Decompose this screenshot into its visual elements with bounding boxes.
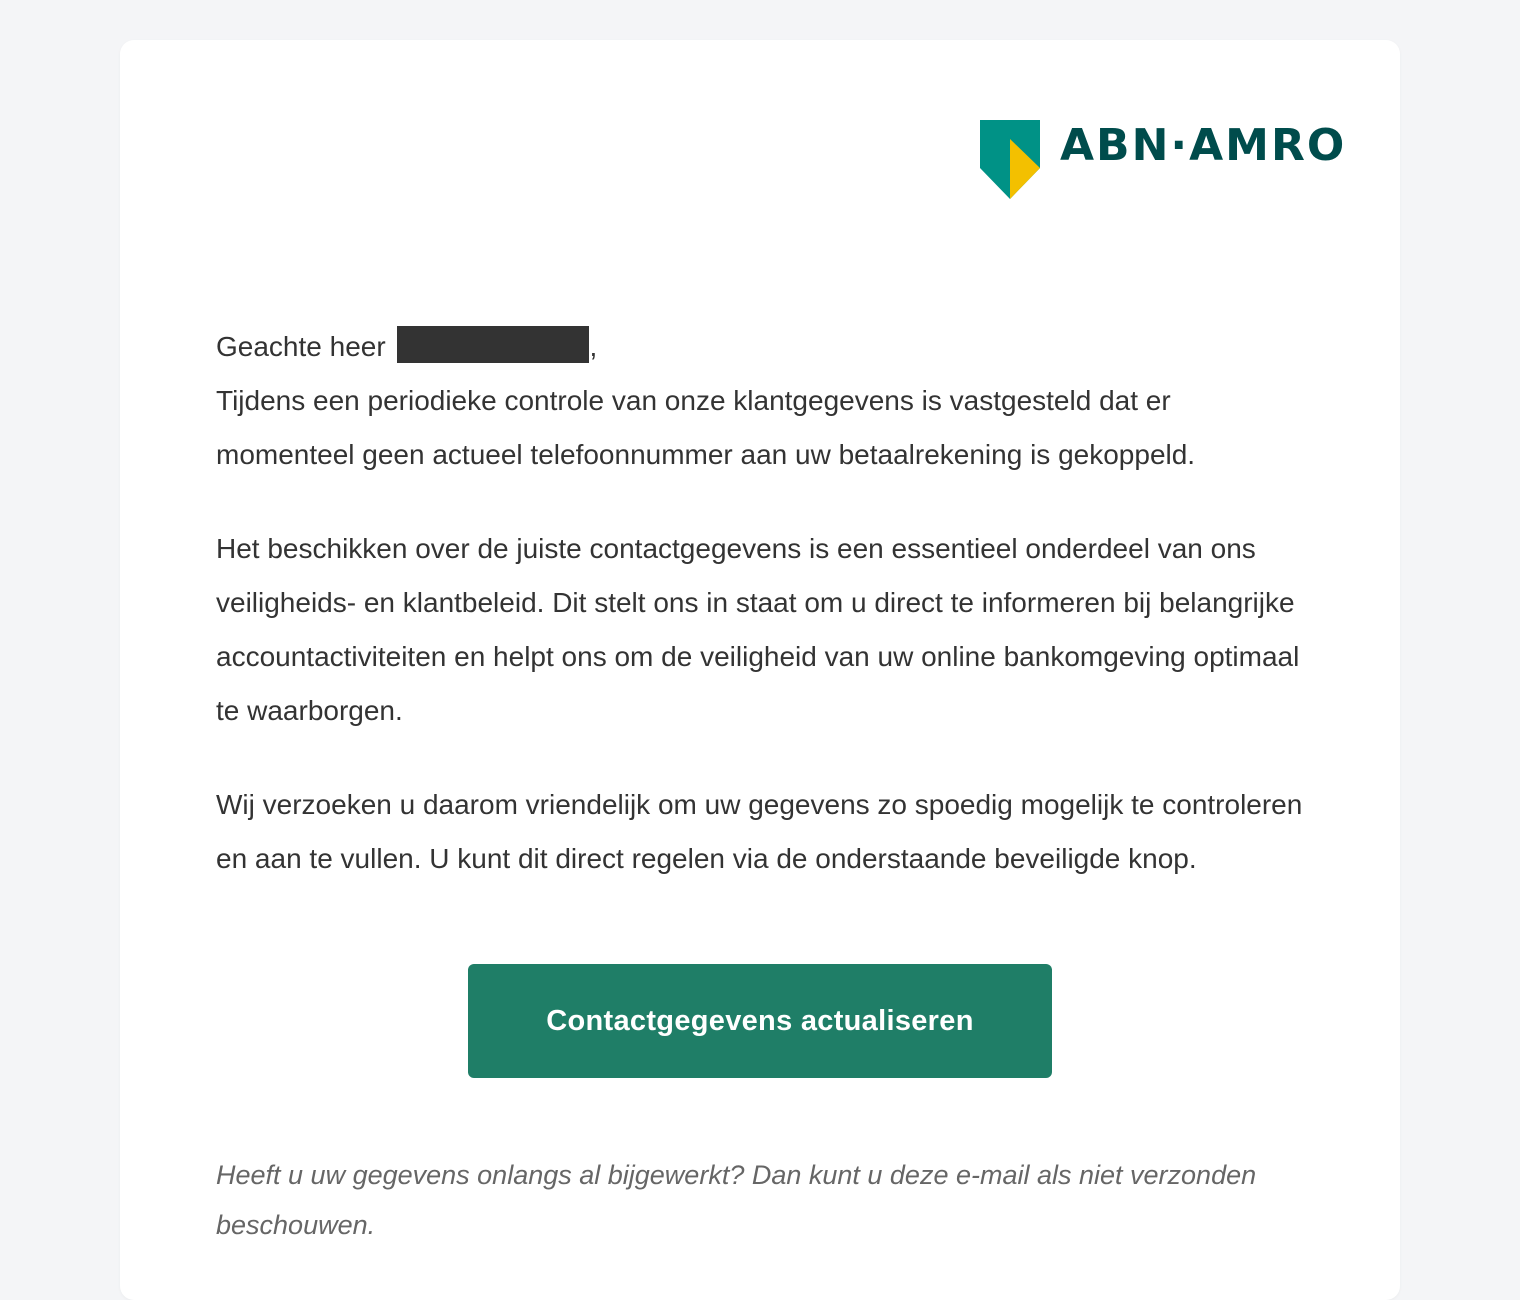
brand-logo	[980, 120, 1346, 200]
brand-name: ABN·AMRO	[1060, 120, 1347, 171]
update-contact-details-button[interactable]: Contactgegevens actualiseren	[468, 964, 1052, 1078]
paragraph-1: Tijdens een periodieke controle van onze klantgegevens is vastgesteld dat er momenteel geen actueel telefoonnummer aan uw betaalrekening is gekoppeld.	[216, 385, 1196, 470]
salutation	[216, 320, 1306, 374]
paragraph-2: Het beschikken over de juiste contactgegevens is een essentieel onderdeel van ons veiligheids- en klantbeleid. Dit stelt ons in staat om u direct te informeren bij belangrijke accountactiviteiten en helpt ons om de veiligheid van uw online bankomgeving optimaal te waarborgen.	[216, 533, 1300, 726]
footer-note: Heeft u uw gegevens onlangs al bijgewerkt? Dan kunt u deze e-mail als niet verzonden beschouwen.	[216, 1160, 1257, 1240]
cta-container	[468, 964, 1052, 1078]
paragraph-3: Wij verzoeken u daarom vriendelijk om uw gegevens zo spoedig mogelijk te controleren en aan te vullen. U kunt dit direct regelen via de onderstaande beveiligde knop.	[216, 789, 1303, 874]
redacted-name	[397, 326, 589, 363]
salutation-suffix: ,	[589, 331, 598, 362]
email-body	[216, 320, 1306, 886]
shield-logo-icon	[980, 120, 1040, 200]
email-card	[120, 40, 1400, 1300]
salutation-prefix: Geachte heer	[216, 331, 386, 362]
